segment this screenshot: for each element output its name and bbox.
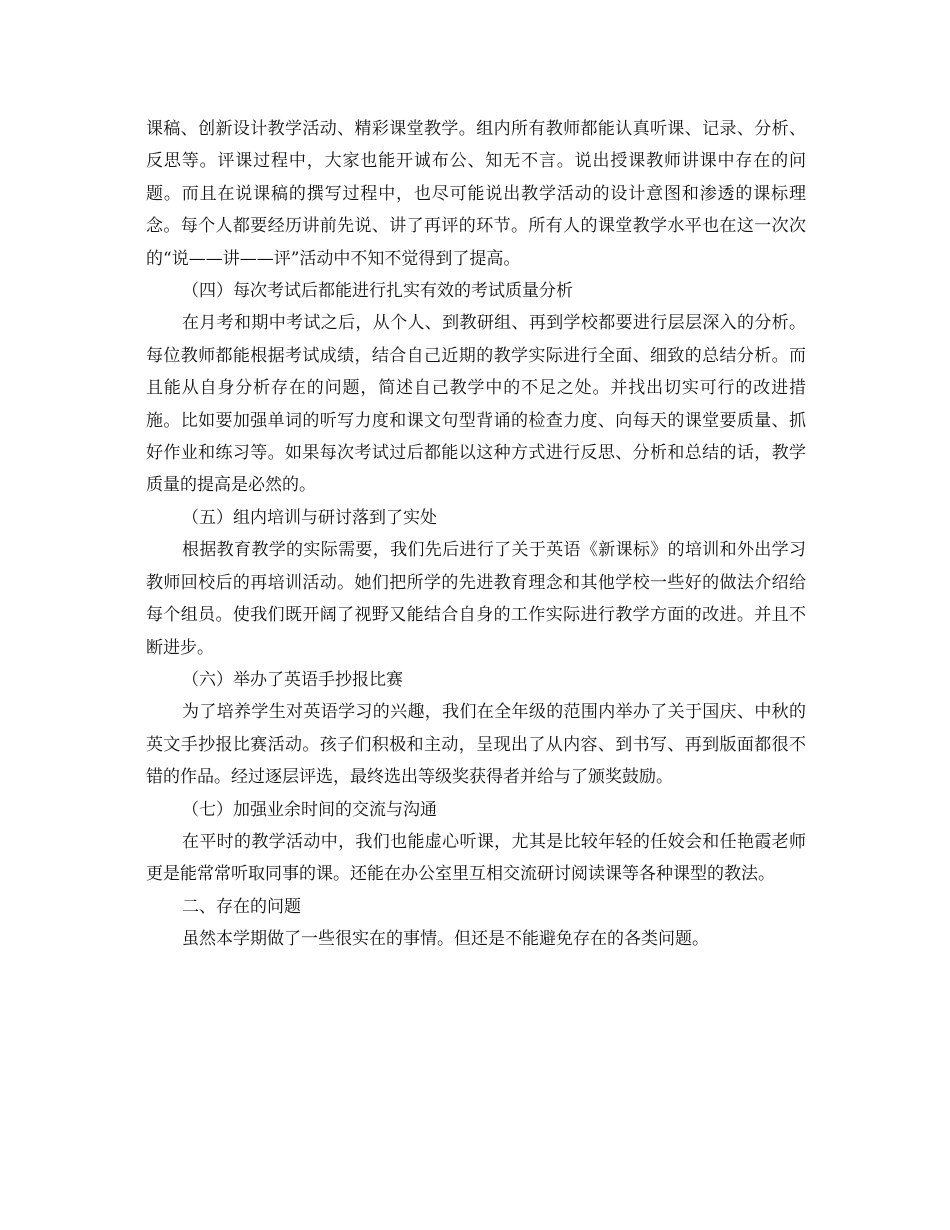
section-heading-5: （五）组内培训与研讨落到了实处 [182, 507, 437, 528]
section-heading-6: （六）举办了英语手抄报比赛 [182, 669, 403, 690]
document-page [146, 113, 806, 956]
section-heading-problems: 二、存在的问题 [182, 896, 301, 917]
paragraph-problems: 虽然本学期做了一些很实在的事情。但还是不能避免存在的各类问题。 [182, 929, 709, 950]
paragraph-continuation: 课稿、创新设计教学活动、精彩课堂教学。组内所有教师都能认真听课、记录、分析、反思等。评课过程中，大家也能开诚布公、知无不言。说出授课教师讲课中存在的问题。而且在说课稿的撰写过程中，也尽可能说出教学活动的设计意图和渗透的课标理念。每个人都要经历讲前先说、讲了再评的环节。所有人的课堂教学水平也在这一次次的“说——讲——评”活动中不知不觉得到了提高。 [146, 119, 806, 269]
paragraph-newspaper-contest: 为了培养学生对英语学习的兴趣，我们在全年级的范围内举办了关于国庆、中秋的英文手抄报比赛活动。孩子们积极和主动，呈现出了从内容、到书写、再到版面都很不错的作品。经过逐层评选，最终选出等级奖获得者并给与了颁奖鼓励。 [146, 702, 806, 788]
section-heading-7: （七）加强业余时间的交流与沟通 [182, 799, 437, 820]
section-heading-4: （四）每次考试后都能进行扎实有效的考试质量分析 [182, 281, 573, 302]
paragraph-exam-analysis: 在月考和期中考试之后，从个人、到教研组、再到学校都要进行层层深入的分析。每位教师都能根据考试成绩，结合自己近期的教学实际进行全面、细致的总结分析。而且能从自身分析存在的问题，简述自己教学中的不足之处。并找出切实可行的改进措施。比如要加强单词的听写力度和课文句型背诵的检查力度、向每天的课堂要质量、抓好作业和练习等。如果每次考试过后都能以这种方式进行反思、分析和总结的话，教学质量的提高是必然的。 [146, 313, 806, 496]
paragraph-communication: 在平时的教学活动中，我们也能虚心听课，尤其是比较年轻的任姣会和任艳霞老师更是能常常听取同事的课。还能在办公室里互相交流研讨阅读课等各种课型的教法。 [146, 831, 806, 885]
paragraph-training: 根据教育教学的实际需要，我们先后进行了关于英语《新课标》的培训和外出学习教师回校后的再培训活动。她们把所学的先进教育理念和其他学校一些好的做法介绍给每个组员。使我们既开阔了视野又能结合自身的工作实际进行教学方面的改进。并且不断进步。 [146, 540, 806, 658]
